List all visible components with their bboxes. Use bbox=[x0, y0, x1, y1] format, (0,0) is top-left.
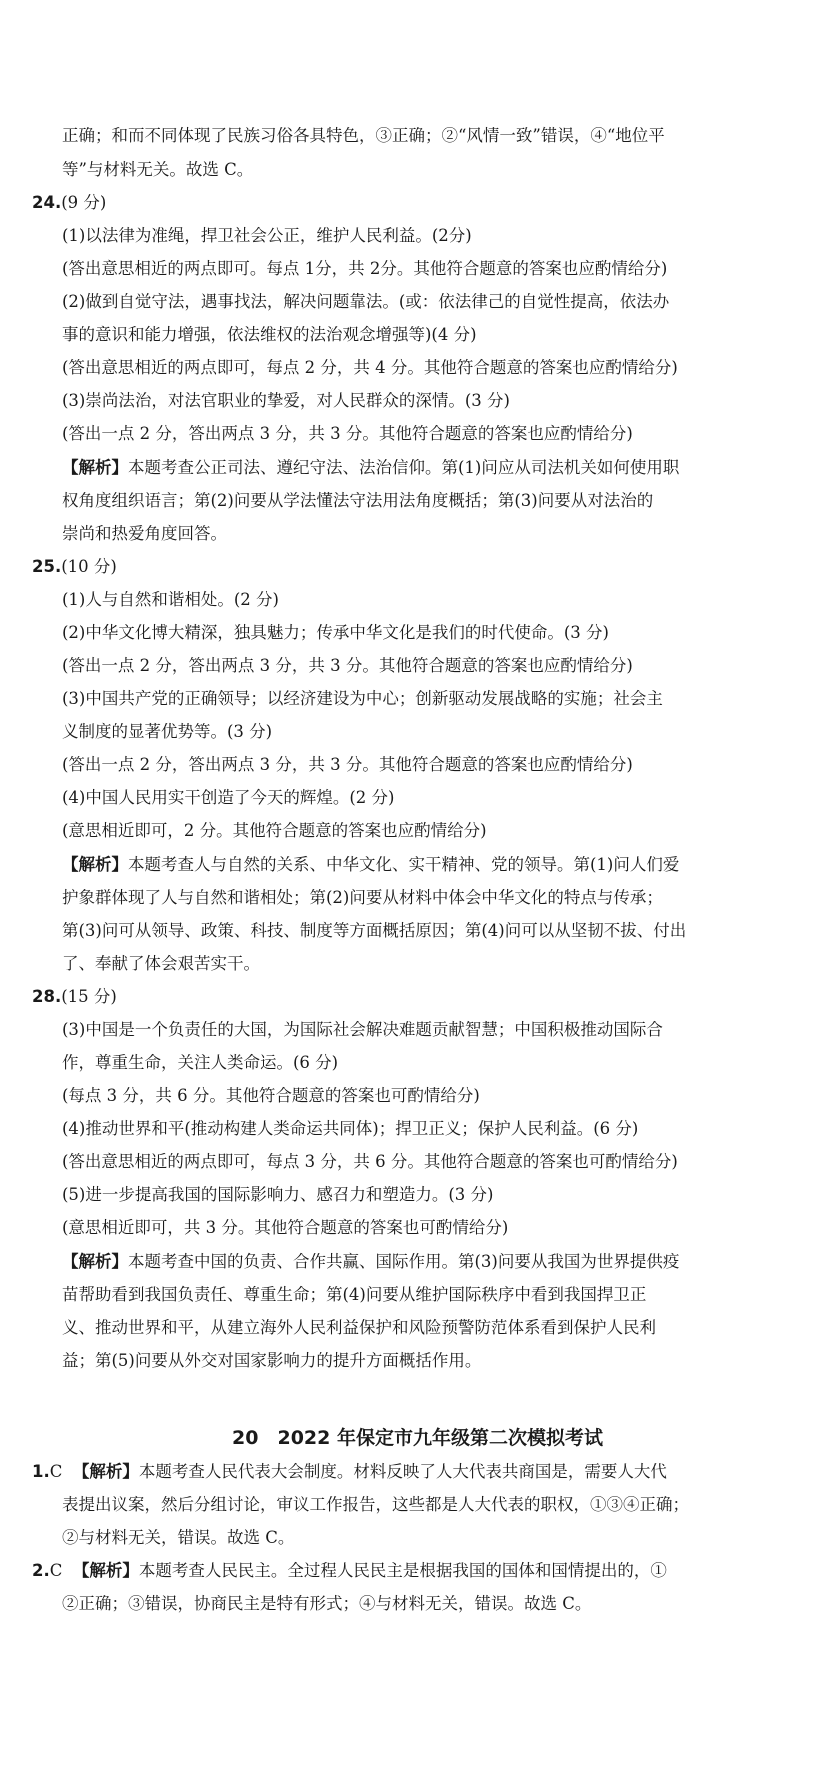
analysis-tag: 【解析】 bbox=[62, 855, 128, 874]
analysis-line bbox=[62, 458, 679, 478]
answer-line: (答出意思相近的两点即可，每点 3 分，共 6 分。其他符合题意的答案也可酌情给分) bbox=[62, 1152, 678, 1171]
answer-choice: C bbox=[49, 1561, 63, 1580]
answer-line: (3)中国是一个负责任的大国，为国际社会解决难题贡献智慧；中国积极推动国际合 bbox=[62, 1020, 663, 1039]
analysis-tag: 【解析】 bbox=[62, 1252, 128, 1271]
analysis-line: 义、推动世界和平，从建立海外人民利益保护和风险预警防范体系看到保护人民利 bbox=[62, 1318, 656, 1337]
analysis-tag: 【解析】 bbox=[72, 1462, 139, 1481]
analysis-text: 本题考查人与自然的关系、中华文化、实干精神、党的领导。第(1)问人们爱 bbox=[128, 855, 680, 874]
answer-line: (答出一点 2 分，答出两点 3 分，共 3 分。其他符合题意的答案也应酌情给分) bbox=[62, 424, 633, 443]
analysis-line: 苗帮助看到我国负责任、尊重生命；第(4)问要从维护国际秩序中看到我国捍卫正 bbox=[62, 1285, 647, 1304]
question-score: (15 分) bbox=[61, 987, 117, 1006]
question-24-header bbox=[32, 193, 106, 213]
question-number: 1. bbox=[32, 1462, 50, 1481]
answer-line: (意思相近即可，2 分。其他符合题意的答案也应酌情给分) bbox=[62, 821, 487, 840]
answer-line: (答出一点 2 分，答出两点 3 分，共 3 分。其他符合题意的答案也应酌情给分) bbox=[62, 656, 633, 675]
analysis-line: 护象群体现了人与自然和谐相处；第(2)问要从材料中体会中华文化的特点与传承； bbox=[62, 888, 663, 907]
answer-line: (4)中国人民用实干创造了今天的辉煌。(2 分) bbox=[62, 788, 395, 807]
answer-line: (2)做到自觉守法，遇事找法，解决问题靠法。(或：依法律己的自觉性提高，依法办 bbox=[62, 292, 670, 311]
answer-line: (3)崇尚法治，对法官职业的挚爱，对人民群众的深情。(3 分) bbox=[62, 391, 510, 410]
answer-line: 事的意识和能力增强，依法维权的法治观念增强等)(4 分) bbox=[62, 325, 477, 344]
question-number: 2. bbox=[32, 1561, 50, 1580]
answer-line: (3)中国共产党的正确领导；以经济建设为中心；创新驱动发展战略的实施；社会主 bbox=[62, 689, 663, 708]
s20-question-2 bbox=[32, 1561, 667, 1581]
answer-line: (答出一点 2 分，答出两点 3 分，共 3 分。其他符合题意的答案也应酌情给分) bbox=[62, 755, 633, 774]
analysis-line: 了、奉献了体会艰苦实干。 bbox=[62, 954, 260, 973]
question-score: (10 分) bbox=[61, 557, 117, 576]
question-number: 28. bbox=[32, 987, 62, 1006]
answer-line: 作，尊重生命，关注人类命运。(6 分) bbox=[62, 1053, 339, 1072]
answer-line: (2)中华文化博大精深，独具魅力；传承中华文化是我们的时代使命。(3 分) bbox=[62, 623, 609, 642]
answer-line: (意思相近即可，共 3 分。其他符合题意的答案也可酌情给分) bbox=[62, 1218, 509, 1237]
analysis-tag: 【解析】 bbox=[62, 458, 128, 477]
question-score: (9 分) bbox=[61, 193, 107, 212]
question-28-header bbox=[32, 987, 117, 1007]
answer-line: (4)推动世界和平(推动构建人类命运共同体)；捍卫正义；保护人民利益。(6 分) bbox=[62, 1119, 639, 1138]
question-25-header bbox=[32, 557, 117, 577]
analysis-line bbox=[62, 855, 679, 875]
answer-line: 义制度的显著优势等。(3 分) bbox=[62, 722, 273, 741]
analysis-line: 第(3)问可从领导、政策、科技、制度等方面概括原因；第(4)问可以从坚韧不拔、付出 bbox=[62, 921, 687, 940]
section-title: 20 2022 年保定市九年级第二次模拟考试 bbox=[232, 1427, 603, 1449]
continuation-line: 等”与材料无关。故选 C。 bbox=[62, 160, 254, 179]
answer-line: (1)人与自然和谐相处。(2 分) bbox=[62, 590, 279, 609]
answer-line: (答出意思相近的两点即可，每点 2 分，共 4 分。其他符合题意的答案也应酌情给分) bbox=[62, 358, 678, 377]
analysis-line: ②与材料无关，错误。故选 C。 bbox=[62, 1528, 295, 1547]
analysis-line: 益；第(5)问要从外交对国家影响力的提升方面概括作用。 bbox=[62, 1351, 482, 1370]
analysis-line: 崇尚和热爱角度回答。 bbox=[62, 524, 227, 543]
answer-line: (1)以法律为准绳，捍卫社会公正，维护人民利益。(2分) bbox=[62, 226, 472, 245]
continuation-line: 正确；和而不同体现了民族习俗各具特色，③正确；②“风情一致”错误，④“地位平 bbox=[62, 126, 665, 145]
question-number: 24. bbox=[32, 193, 62, 212]
analysis-text: 本题考查人民代表大会制度。材料反映了人大代表共商国是，需要人大代 bbox=[138, 1462, 667, 1481]
question-number: 25. bbox=[32, 557, 62, 576]
analysis-text: 本题考查公正司法、遵纪守法、法治信仰。第(1)问应从司法机关如何使用职 bbox=[128, 458, 680, 477]
answer-line: (5)进一步提高我国的国际影响力、感召力和塑造力。(3 分) bbox=[62, 1185, 494, 1204]
analysis-line: 表提出议案，然后分组讨论，审议工作报告，这些都是人大代表的职权，①③④正确； bbox=[62, 1495, 689, 1514]
analysis-text: 本题考查人民民主。全过程人民民主是根据我国的国体和国情提出的，① bbox=[138, 1561, 667, 1580]
s20-question-1 bbox=[32, 1462, 667, 1482]
analysis-line bbox=[62, 1252, 679, 1272]
answer-line: (答出意思相近的两点即可。每点 1分，共 2分。其他符合题意的答案也应酌情给分) bbox=[62, 259, 668, 278]
analysis-tag: 【解析】 bbox=[72, 1561, 139, 1580]
answer-line: (每点 3 分，共 6 分。其他符合题意的答案也可酌情给分) bbox=[62, 1086, 480, 1105]
analysis-line: ②正确；③错误，协商民主是特有形式；④与材料无关，错误。故选 C。 bbox=[62, 1594, 592, 1613]
analysis-line: 权角度组织语言；第(2)问要从学法懂法守法用法角度概括；第(3)问要从对法治的 bbox=[62, 491, 654, 510]
answer-choice: C bbox=[49, 1462, 63, 1481]
analysis-text: 本题考查中国的负责、合作共赢、国际作用。第(3)问要从我国为世界提供疫 bbox=[128, 1252, 680, 1271]
